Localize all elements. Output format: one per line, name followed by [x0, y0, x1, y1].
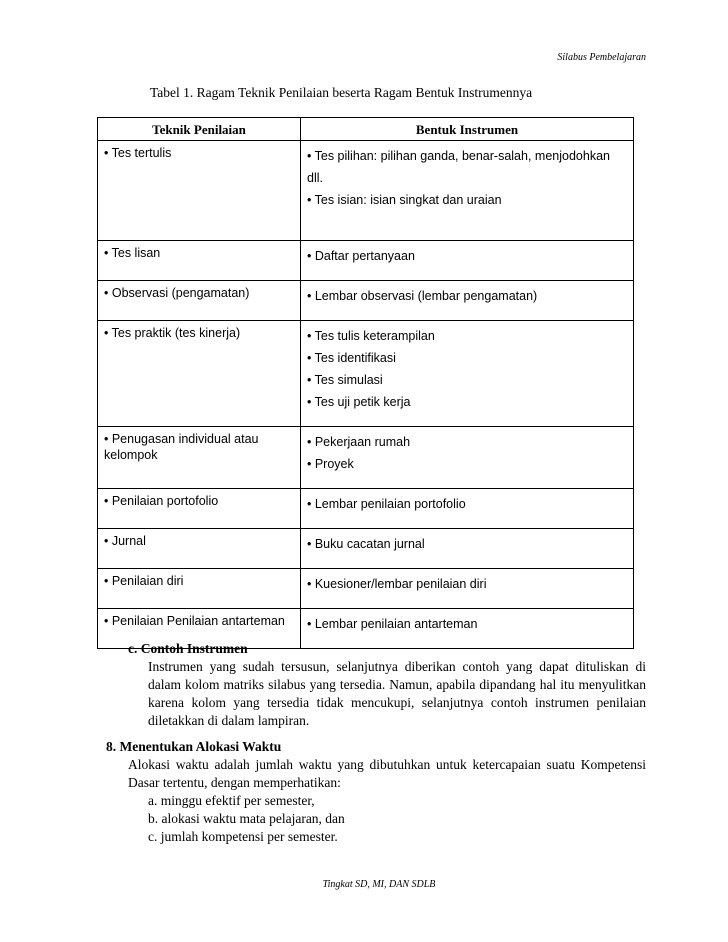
- instrument-cell: [301, 569, 634, 609]
- section-c-body: Instrumen yang sudah tersusun, selanjutnya diberikan contoh yang dapat dituliskan di dalam kolom matriks silabus yang tersedia. Namun, apabila dipandang hal itu menyulitkan karena kolom yang tersedia tidak mencukupi, selanjutnya contoh instrumen penilaian diletakkan di dalam lampiran.: [148, 659, 646, 728]
- table-row: [98, 281, 634, 321]
- table-row: [98, 529, 634, 569]
- running-header: Silabus Pembelajaran: [557, 52, 646, 63]
- instrument-cell: [301, 241, 634, 281]
- technique-text: • Penilaian diri: [104, 574, 184, 588]
- technique-cell: [98, 427, 301, 489]
- technique-text: • Penugasan individual atau kelompok: [104, 432, 259, 462]
- instrument-item: • Lembar penilaian antarteman: [307, 617, 478, 631]
- instrument-item: • Buku cacatan jurnal: [307, 537, 425, 551]
- instrument-item: • Tes simulasi: [307, 373, 383, 387]
- table-row: [98, 141, 634, 241]
- column-header-technique: Teknik Penilaian: [98, 118, 301, 141]
- technique-text: • Observasi (pengamatan): [104, 286, 250, 300]
- column-header-instrument: Bentuk Instrumen: [301, 118, 634, 141]
- table-body: [98, 141, 634, 649]
- technique-cell: [98, 241, 301, 281]
- section-c-title: c. Contoh Instrumen: [128, 641, 248, 656]
- list-item: a. minggu efektif per semester,: [148, 793, 315, 808]
- technique-cell: [98, 529, 301, 569]
- section-8-body: Alokasi waktu adalah jumlah waktu yang dibutuhkan untuk ketercapaian suatu Kompetensi Dasar tertentu, dengan memperhatikan:: [128, 757, 646, 790]
- table-row: [98, 427, 634, 489]
- section-c: [128, 640, 646, 730]
- table-row: [98, 569, 634, 609]
- technique-cell: [98, 141, 301, 241]
- instrument-item: • Proyek: [307, 457, 354, 471]
- instrument-item: • Lembar observasi (lembar pengamatan): [307, 289, 538, 303]
- instrument-cell: [301, 281, 634, 321]
- section-8: [106, 738, 646, 846]
- instrument-item: • Lembar penilaian portofolio: [307, 497, 466, 511]
- table-header-row: [98, 118, 634, 141]
- table-row: [98, 489, 634, 529]
- technique-text: • Tes lisan: [104, 246, 161, 260]
- instrument-cell: [301, 141, 634, 241]
- instrument-item: • Tes isian: isian singkat dan uraian: [307, 193, 502, 207]
- table-row: [98, 321, 634, 427]
- instrument-item: • Kuesioner/lembar penilaian diri: [307, 577, 487, 591]
- technique-text: • Penilaian portofolio: [104, 494, 219, 508]
- instrument-cell: [301, 529, 634, 569]
- running-footer: Tingkat SD, MI, DAN SDLB: [322, 879, 436, 890]
- table-caption: Tabel 1. Ragam Teknik Penilaian beserta Ragam Bentuk Instrumennya: [150, 85, 533, 100]
- instrument-cell: [301, 489, 634, 529]
- instrument-item: • Daftar pertanyaan: [307, 249, 415, 263]
- list-item: b. alokasi waktu mata pelajaran, dan: [148, 811, 345, 826]
- list-item: c. jumlah kompetensi per semester.: [148, 829, 338, 844]
- technique-text: • Tes tertulis: [104, 146, 172, 160]
- instrument-item: • Tes uji petik kerja: [307, 395, 411, 409]
- technique-cell: [98, 281, 301, 321]
- technique-cell: [98, 489, 301, 529]
- technique-text: • Jurnal: [104, 534, 146, 548]
- instrument-cell: [301, 321, 634, 427]
- section-8-title: 8. Menentukan Alokasi Waktu: [106, 739, 282, 754]
- section-8-list: [106, 792, 646, 846]
- technique-cell: [98, 321, 301, 427]
- technique-cell: [98, 569, 301, 609]
- instrument-item: • Tes tulis keterampilan: [307, 329, 435, 343]
- instrument-item: • Tes pilihan: pilihan ganda, benar-salah, menjodohkan dll.: [307, 149, 610, 185]
- instrument-cell: [301, 427, 634, 489]
- instrument-item: • Tes identifikasi: [307, 351, 396, 365]
- instrument-item: • Pekerjaan rumah: [307, 435, 411, 449]
- technique-text: • Tes praktik (tes kinerja): [104, 326, 241, 340]
- table-row: [98, 241, 634, 281]
- assessment-table: [97, 117, 634, 649]
- technique-text: • Penilaian Penilaian antarteman: [104, 614, 285, 628]
